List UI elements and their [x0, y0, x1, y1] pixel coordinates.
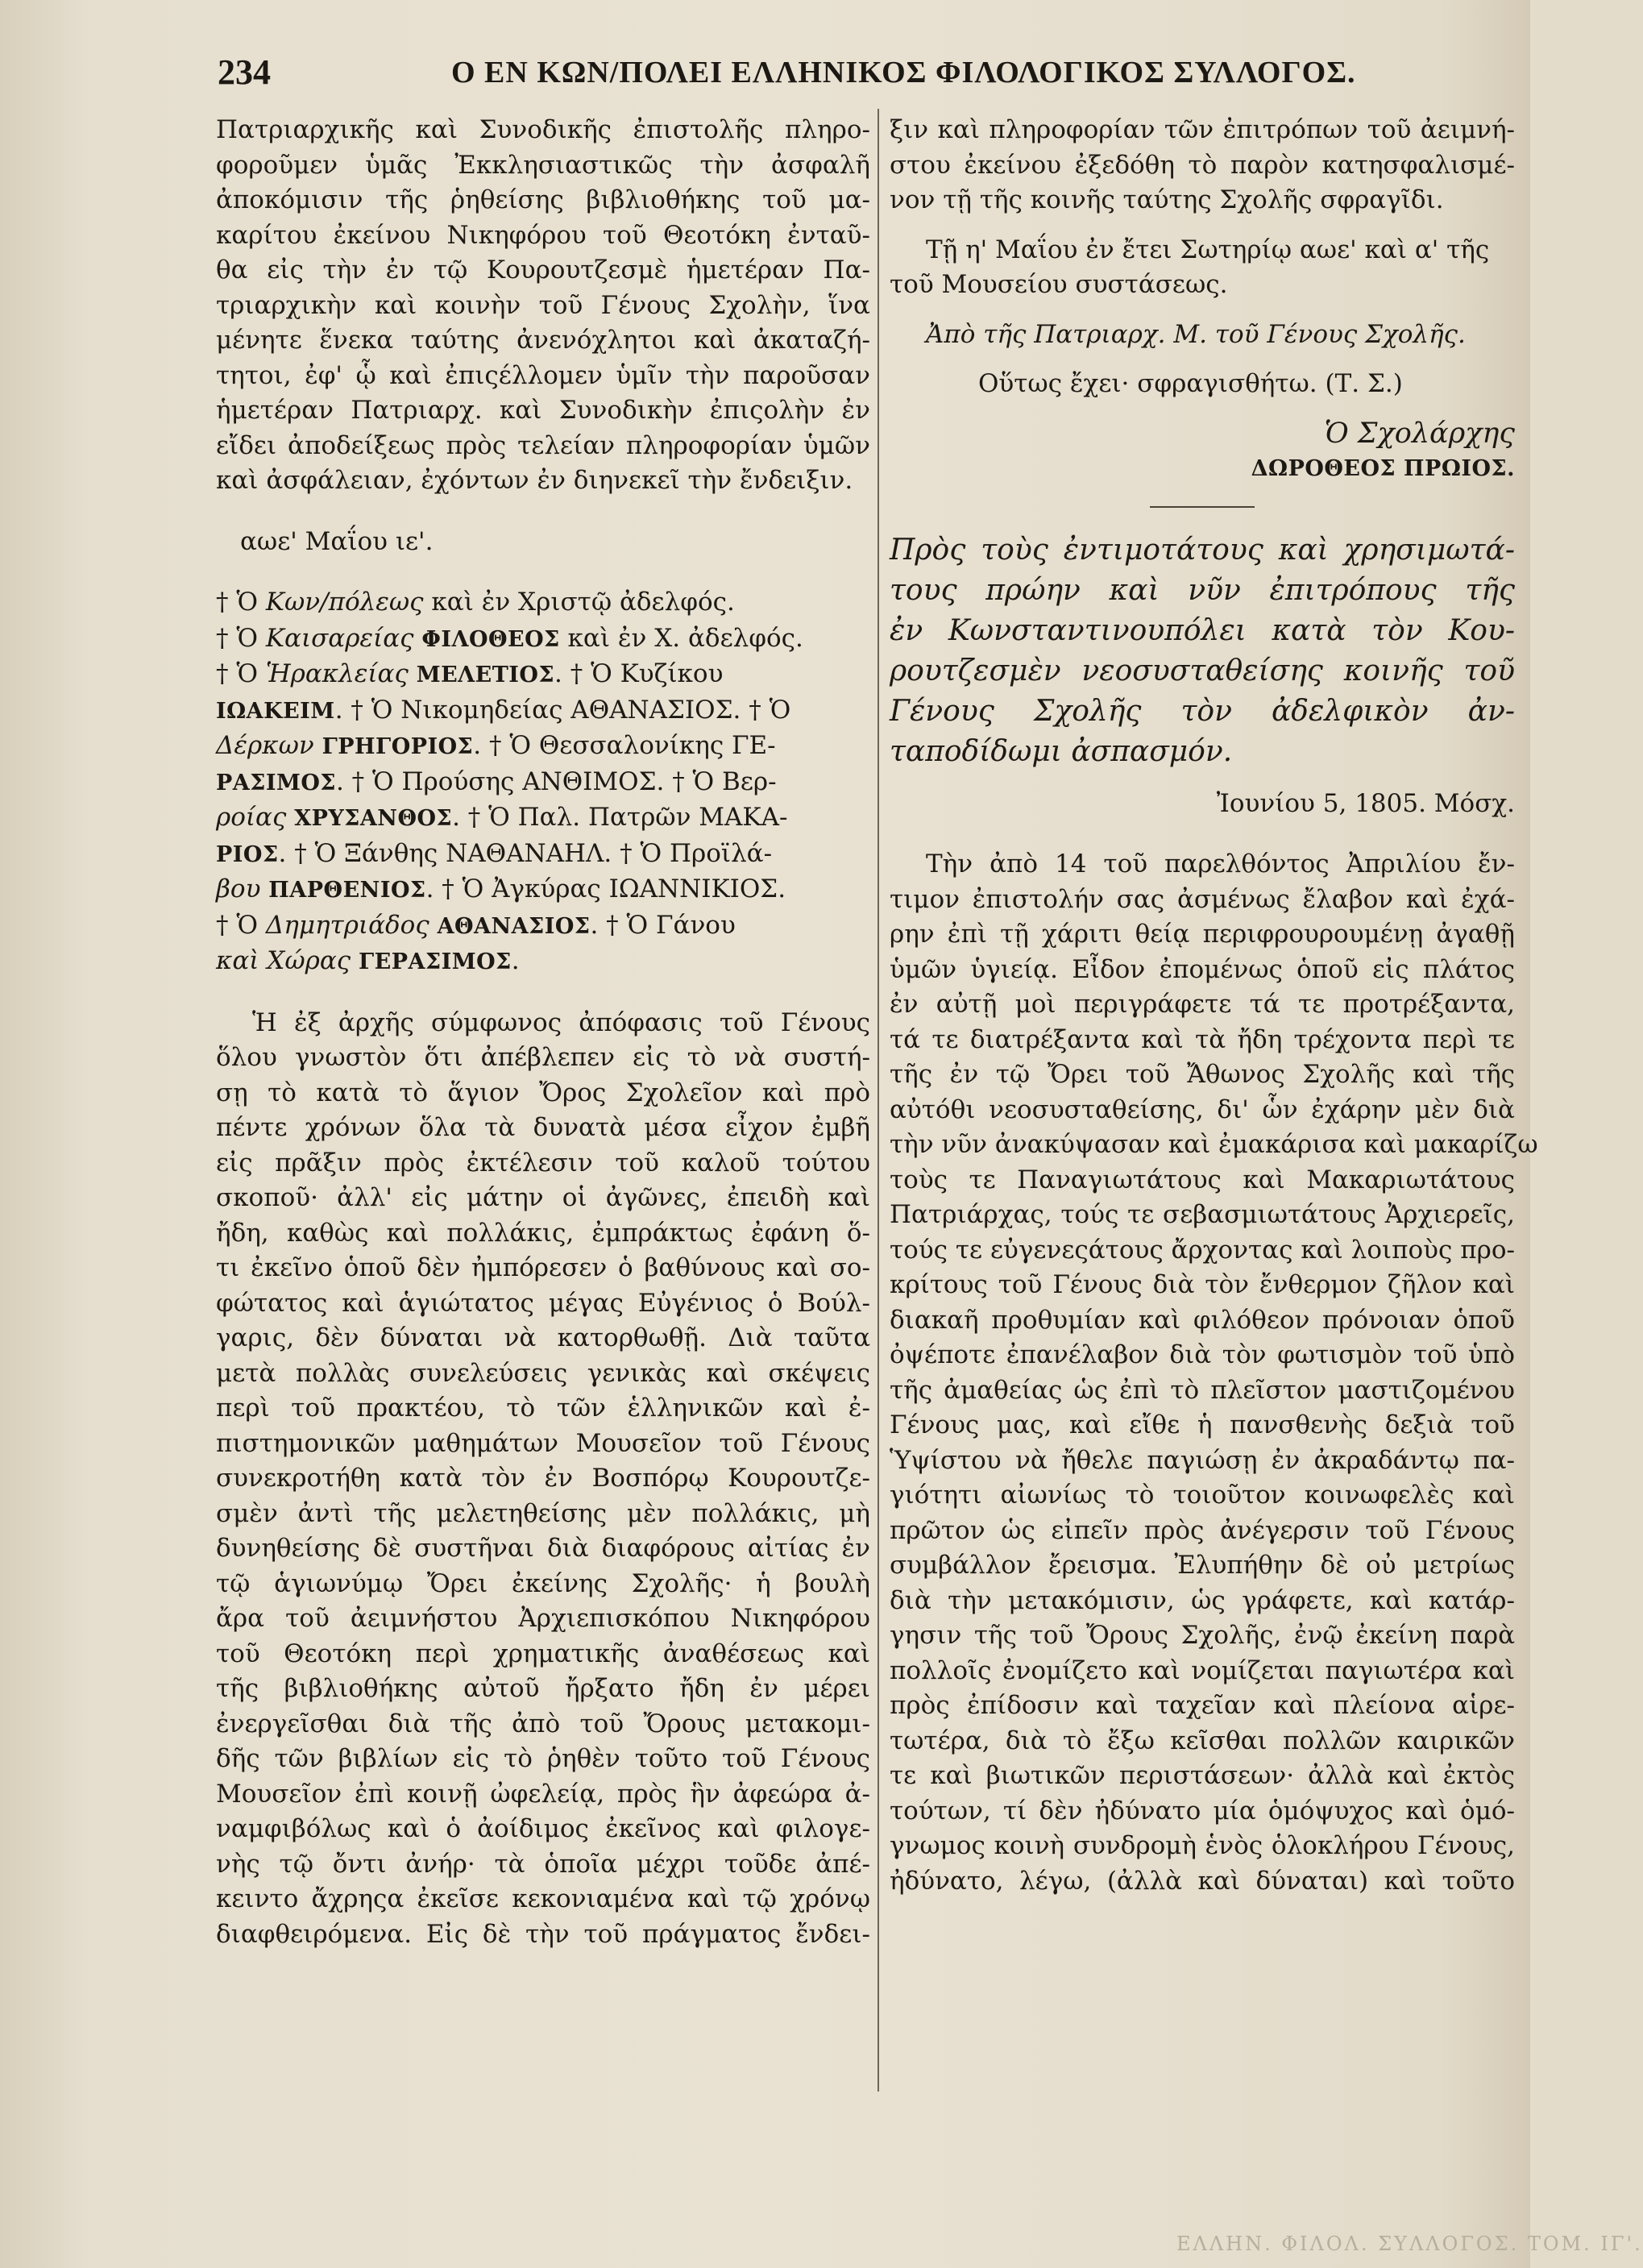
seal-note: Οὕτως ἔχει· σφραγισθήτω. (Τ. Σ.): [978, 369, 1403, 398]
left-date: αωε' Μαΐου ιε'.: [240, 526, 434, 556]
text-line: τῆς βιβλιοθήκης αὐτοῦ ἤρξατο ἤδη ἐν μέρει: [216, 1674, 870, 1703]
text-line: στου ἐκείνου ἐξεδόθη τὸ παρὸν κατησφαλισμέ-: [890, 150, 1515, 180]
letter-address: [890, 530, 1515, 772]
text-line: φώτατος καὶ ἁγιώτατος μέγας Εὐγένιος ὁ Βούλ-: [216, 1288, 870, 1318]
left-column: [216, 113, 870, 1952]
text-line: πιστημονικῶν μαθημάτων Μουσεῖον τοῦ Γένους: [216, 1428, 870, 1458]
running-head: [218, 50, 1356, 98]
text-line: τητοι, ἐφ' ᾧ καὶ ἐπιςέλλομεν ὑμῖν τὴν παροῦσαν: [216, 360, 870, 390]
address-line: Πρὸς τοὺς ἐντιμοτάτους καὶ χρησιμωτά-: [890, 533, 1515, 567]
text-line: Ὑψίστου νὰ ἤθελε παγιώσῃ ἐν ἀκραδάντῳ πα-: [890, 1445, 1515, 1475]
text-line: ἐνεργεῖσθαι διὰ τῆς ἀπὸ τοῦ Ὄρους μετακομι-: [216, 1709, 870, 1738]
text-line: συμβάλλον ἔρεισμα. Ἐλυπήθην δὲ οὐ μετρίως: [890, 1551, 1515, 1580]
signatory-line: καὶ Χώρας ΓΕΡΑΣΙΜΟΣ.: [216, 946, 520, 975]
text-line: τοῦ Θεοτόκη περὶ χρηματικῆς ἀναθέσεως καὶ: [216, 1639, 870, 1668]
text-line: γνωμος κοινὴ συνδρομὴ ἑνὸς ὁλοκλήρου Γένους,: [890, 1831, 1515, 1860]
right-paragraph-1: [890, 113, 1515, 218]
address-line: Γένους Σχολῆς τὸν ἀδελφικὸν ἀν-: [890, 694, 1515, 728]
letter-date: Ἰουνίου 5, 1805. Μόσχ.: [1216, 788, 1515, 818]
text-line: ἤδη, καθὼς καὶ πολλάκις, ἐμπράκτως ἐφάνη ὅ-: [216, 1218, 870, 1248]
text-line: εἴδει ἀποδείξεως πρὸς τελείαν πληροφορίαν ὑμῶν: [216, 430, 870, 460]
text-line: γαρις, δὲν δύναται νὰ κατορθωθῇ. Διὰ ταῦτα: [216, 1323, 870, 1352]
text-line: τε καὶ βιωτικῶν περιστάσεων· ἀλλὰ καὶ ἐκτὸς: [890, 1761, 1515, 1790]
running-title: Ο ΕΝ ΚΩΝ/ΠΟΛΕΙ ΕΛΛΗΝΙΚΟΣ ΦΙΛΟΛΟΓΙΚΟΣ ΣΥΛΛΟΓΟΣ.: [451, 56, 1356, 89]
text-line: δυνηθείσης δὲ συστῆναι διὰ διαφόρους αἰτίας ἐν: [216, 1534, 870, 1563]
text-line: ἡμετέραν Πατριαρχ. καὶ Συνοδικὴν ἐπιςολὴν ἐν: [216, 396, 870, 425]
left-paragraph-2: [216, 1006, 870, 1953]
text-line: κρίτους τοῦ Γένους διὰ τὸν ἔνθερμον ζῆλον καὶ: [890, 1270, 1515, 1299]
column-divider: [878, 109, 879, 2091]
signatory-line: βου ΠΑΡΘΕΝΙΟΣ. † Ὁ Ἀγκύρας ΙΩΑΝΝΙΚΙΟΣ.: [216, 874, 786, 903]
text-line: ἐν αὐτῇ μοὶ περιγράφετε τά τε προτρέξαντα,: [890, 990, 1515, 1019]
text-line: Τὴν ἀπὸ 14 τοῦ παρελθόντος Ἀπριλίου ἔν-: [926, 849, 1515, 879]
text-line: ἄρα τοῦ ἀειμνήστου Ἀρχιεπισκόπου Νικηφόρου: [216, 1604, 870, 1633]
text-line: πολλοῖς ἐνομίζετο καὶ νομίζεται παγιωτέρα καὶ: [890, 1655, 1515, 1685]
text-line: Πατριαρχικῆς καὶ Συνοδικῆς ἐπιστολῆς πληρο-: [216, 115, 870, 144]
right-column: [890, 113, 1538, 1899]
signatory-line: ΙΩΑΚΕΙΜ. † Ὁ Νικομηδείας ΑΘΑΝΑΣΙΟΣ. † Ὁ: [216, 695, 791, 725]
address-line: ταποδίδωμι ἀσπασμόν.: [890, 734, 1233, 768]
text-line: τῷ ἁγιωνύμῳ Ὄρει ἐκείνης Σχολῆς· ἡ βουλὴ: [216, 1568, 870, 1598]
text-line: μετὰ πολλὰς συνελεύσεις γενικὰς καὶ σκέψεις: [216, 1358, 870, 1388]
text-line: δῆς τῶν βιβλίων εἰς τὸ ῥηθὲν τοῦτο τοῦ Γένους: [216, 1744, 870, 1773]
left-paragraph-1: [216, 113, 870, 499]
text-line: φοροῦμεν ὑμᾶς Ἐκκλησιαστικῶς τὴν ἀσφαλῆ: [216, 150, 870, 180]
text-line: θα εἰς τὴν ἐν τῷ Κουρουτζεσμὲ ἡμετέραν Πα-: [216, 255, 870, 285]
text-line: τοὺς τε Παναγιωτάτους καὶ Μακαριωτάτους: [890, 1165, 1515, 1194]
text-line: τιμον ἐπιστολήν σας ἀσμένως ἔλαβον καὶ ἐχά-: [890, 884, 1515, 914]
text-line: γησιν τῆς τοῦ Ὄρους Σχολῆς, ἐνῷ ἐκείνη παρὰ: [890, 1621, 1515, 1650]
text-line: τωτέρα, διὰ τὸ ἔξω κεῖσθαι πολλῶν καιρικῶν: [890, 1726, 1515, 1755]
text-line: τὴν νῦν ἀνακύψασαν καὶ ἐμακάρισα καὶ μακαρίζω: [890, 1130, 1538, 1159]
patriarch-copy-note: Ἀπὸ τῆς Πατριαρχ. Μ. τοῦ Γένους Σχολῆς.: [926, 319, 1466, 349]
text-line: τούς τε εὐγενεςάτους ἄρχοντας καὶ λοιποὺς προ-: [890, 1235, 1515, 1265]
text-line: νὴς τῷ ὄντι ἀνήρ· τὰ ὁποῖα μέχρι τοῦδε ἀπέ-: [216, 1849, 870, 1879]
text-line: σῃ τὸ κατὰ τὸ ἅγιον Ὄρος Σχολεῖον καὶ πρὸ: [216, 1078, 870, 1107]
text-line: διαφθειρόμενα. Εἰς δὲ τὴν τοῦ πράγματος ἔνδει-: [216, 1919, 870, 1949]
text-line: αὐτόθι νεοσυσταθείσης, δι' ὧν ἐχάρην μὲν διὰ: [890, 1095, 1515, 1124]
text-line: Γένους μας, καὶ εἴθε ἡ πανσθενὴς δεξιὰ τοῦ: [890, 1410, 1515, 1439]
address-line: ρουτζεσμὲν νεοσυσταθείσης κοινῆς τοῦ: [890, 654, 1515, 687]
text-line: πέντε χρόνων ὅλα τὰ δυνατὰ μέσα εἶχον ἐμβῆ: [216, 1113, 870, 1142]
text-line: μένητε ἕνεκα ταύτης ἀνενόχλητοι καὶ ἀκαταζή-: [216, 326, 870, 355]
text-line: ναμφιβόλως καὶ ὁ ἀοίδιμος ἐκεῖνος καὶ φιλογε-: [216, 1814, 870, 1843]
text-line: διὰ τὴν μετακόμισιν, ὡς γράφετε, καὶ κατάρ-: [890, 1585, 1515, 1615]
text-line: ρην ἐπὶ τῇ χάριτι θείᾳ περιφρουρουμένῃ ἀγαθῇ: [890, 920, 1515, 949]
text-line: ξιν καὶ πληροφορίαν τῶν ἐπιτρόπων τοῦ ἀειμνή-: [890, 115, 1515, 144]
text-line: σμὲν ἀντὶ τῆς μελετηθείσης μὲν πολλάκις, μὴ: [216, 1498, 870, 1528]
address-line: τους πρώην καὶ νῦν ἐπιτρόπους τῆς: [890, 573, 1515, 607]
signatory-line: † Ὁ Ἡρακλείας ΜΕΛΕΤΙΟΣ. † Ὁ Κυζίκου: [216, 659, 724, 688]
text-line: Ἡ ἐξ ἀρχῆς σύμφωνος ἀπόφασις τοῦ Γένους: [252, 1007, 870, 1037]
text-line: σκοποῦ· ἀλλ' εἰς μάτην οἱ ἀγῶνες, ἐπειδὴ καὶ: [216, 1183, 870, 1212]
text-line: ἠδύνατο, λέγω, (ἀλλὰ καὶ δύναται) καὶ τοῦτο: [890, 1866, 1515, 1896]
signatory-line: ΡΙΟΣ. † Ὁ Ξάνθης ΝΑΘΑΝΑΗΛ. † Ὁ Προϊλά-: [216, 838, 773, 868]
signatory-line: † Ὁ Κων/πόλεως καὶ ἐν Χριστῷ ἀδελφός.: [216, 588, 735, 617]
page-number: 234: [218, 52, 271, 92]
text-line: περὶ τοῦ πρακτέου, τὸ τῶν ἑλληνικῶν καὶ ἐ-: [216, 1394, 870, 1423]
text-line: Μουσεῖον ἐπὶ κοινῇ ὠφελείᾳ, πρὸς ἣν ἀφεώρα ἀ-: [216, 1779, 870, 1809]
dateline-cont: τοῦ Μουσείου συστάσεως.: [890, 270, 1228, 299]
text-line: ἀποκόμισιν τῆς ῥηθείσης βιβλιοθήκης τοῦ μα-: [216, 185, 870, 214]
text-line: καρίτου ἐκείνου Νικηφόρου τοῦ Θεοτόκη ἐνταῦ-: [216, 220, 870, 250]
text-line: συνεκροτήθη κατὰ τὸν ἐν Βοσπόρῳ Κουρουτζε-: [216, 1464, 870, 1493]
text-line: πρῶτον ὡς εἰπεῖν πρὸς ἀνέγερσιν τοῦ Γένους: [890, 1515, 1515, 1545]
signatory-line: † Ὁ Δημητριάδος ΑΘΑΝΑΣΙΟΣ. † Ὁ Γάνου: [216, 910, 736, 940]
text-line: τι ἐκεῖνο ὁποῦ δὲν ἠμπόρεσεν ὁ βαθύνους καὶ σο-: [216, 1253, 870, 1282]
text-line: τριαρχικὴν καὶ κοινὴν τοῦ Γένους Σχολὴν, ἵνα: [216, 290, 870, 320]
text-line: ὅλου γνωστὸν ὅτι ἀπέβλεπεν εἰς τὸ νὰ συστή-: [216, 1043, 870, 1072]
signatory-line: † Ὁ Καισαρείας ΦΙΛΟΘΕΟΣ καὶ ἐν Χ. ἀδελφός.: [216, 623, 803, 653]
scholarch-title: Ὁ Σχολάρχης: [1324, 417, 1515, 450]
signatories-block: [216, 585, 870, 980]
text-line: γιότητι αἰωνίως τὸ τοιοῦτον κοινωφελὲς καὶ: [890, 1481, 1515, 1510]
text-line: πρὸς ἐπίδοσιν καὶ ταχεῖαν καὶ πλείονα αἱρε-: [890, 1691, 1515, 1720]
text-line: τῆς ἀμαθείας ὡς ἐπὶ τὸ πλεῖστον μαστιζομένου: [890, 1375, 1515, 1405]
dateline: Τῇ η' Μαΐου ἐν ἔτει Σωτηρίῳ αωε' καὶ α' τῆς: [926, 235, 1490, 264]
text-line: τά τε διατρέξαντα καὶ τὰ ἤδη τρέχοντα περὶ τε: [890, 1024, 1515, 1054]
address-line: ἐν Κωνσταντινουπόλει κατὰ τὸν Κου-: [890, 613, 1515, 647]
section-divider: [1150, 506, 1255, 508]
text-line: διακαῆ προθυμίαν καὶ φιλόθεον πρόνοιαν ὁποῦ: [890, 1305, 1515, 1335]
text-line: τῆς ἐν τῷ Ὄρει τοῦ Ἄθωνος Σχολῆς καὶ τῆς: [890, 1060, 1515, 1089]
signatory-line: ΡΑΣΙΜΟΣ. † Ὁ Προύσης ΑΝΘΙΜΟΣ. † Ὁ Βερ-: [216, 766, 777, 796]
text-line: Πατριάρχας, τούς τε σεβασμιωτάτους Ἀρχιερεῖς,: [890, 1200, 1515, 1229]
text-line: ὑμῶν ὑγιείᾳ. Εἶδον ἐπομένως ὁποῦ εἰς πλάτος: [890, 954, 1515, 984]
scholarch-name: ΔΩΡΟΘΕΟΣ ΠΡΩΙΟΣ.: [1251, 456, 1515, 481]
text-line: νον τῇ τῆς κοινῆς ταύτης Σχολῆς σφραγῖδι.: [890, 185, 1444, 214]
bleed-through-footer: ΕΛΛΗΝ. ΦΙΛΟΛ. ΣΥΛΛΟΓΟΣ. ΤΟΜ. ΙΓ'.: [1176, 2233, 1643, 2255]
text-line: εἰς πρᾶξιν πρὸς ἐκτέλεσιν τοῦ καλοῦ τούτου: [216, 1148, 870, 1178]
right-paragraph-2: [890, 847, 1538, 1899]
signatory-line: ροίας ΧΡΥΣΑΝΘΟΣ. † Ὁ Παλ. Πατρῶν ΜΑΚΑ-: [216, 803, 788, 832]
text-line: τούτων, τί δὲν ἠδύνατο μία ὁμόψυχος καὶ ὁμό-: [890, 1796, 1515, 1826]
signatory-line: Δέρκων ΓΡΗΓΟΡΙΟΣ. † Ὁ Θεσσαλονίκης ΓΕ-: [216, 731, 776, 760]
text-line: ὀψέποτε ἐπανέλαβον διὰ τὸν φωτισμὸν τοῦ ὑπὸ: [890, 1340, 1515, 1369]
text-line: κειντο ἄχρηςα ἐκεῖσε κεκονιαμένα καὶ τῷ χρόνῳ: [216, 1884, 870, 1913]
text-line: καὶ ἀσφάλειαν, ἐχόντων ἐν διηνεκεῖ τὴν ἔνδειξιν.: [216, 466, 853, 495]
